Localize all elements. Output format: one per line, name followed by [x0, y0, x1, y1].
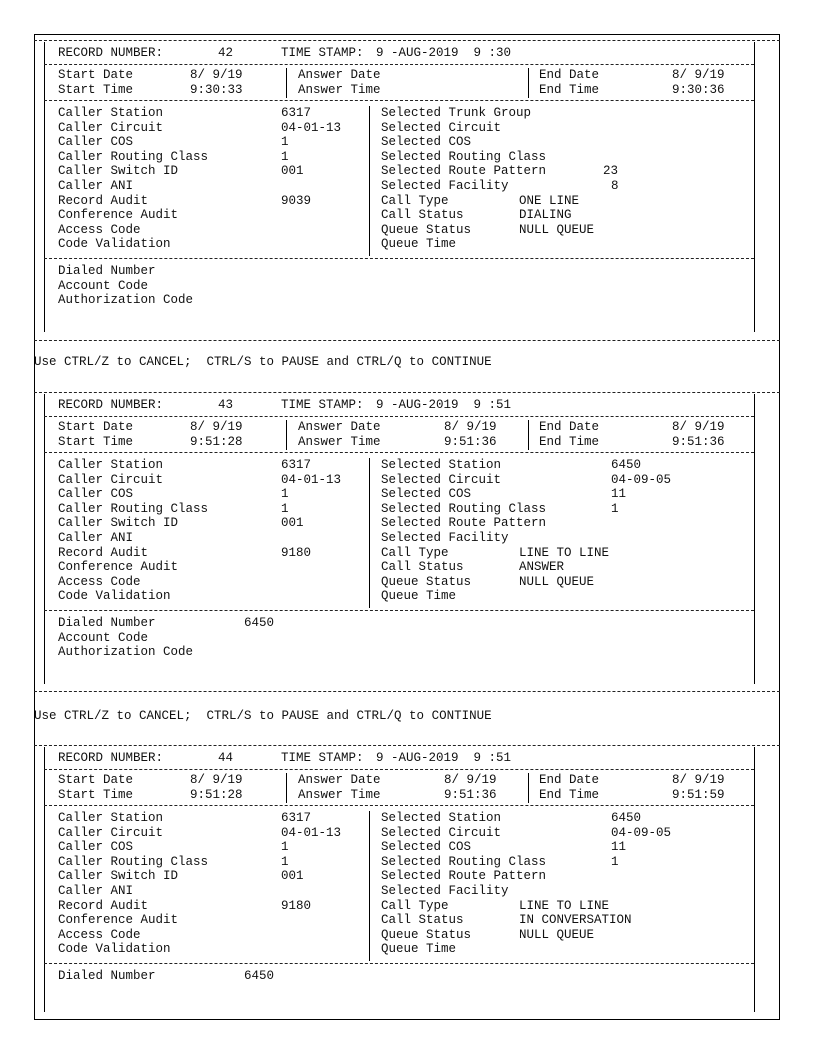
selected-circuit-label: Selected Circuit: [381, 472, 502, 487]
queue-time-label: Queue Time: [381, 589, 457, 604]
caller-station-value: 6317: [281, 106, 312, 120]
call-type-label: Call Type: [381, 898, 449, 913]
answer-time-label: Answer Time: [298, 787, 381, 802]
selected-route-pattern-label: Selected Route Pattern: [381, 164, 547, 179]
time-stamp-value: 9 -AUG-2019 9 :30: [376, 46, 512, 60]
dates-divider-2: [528, 773, 529, 803]
selected-first-label: Selected Station: [381, 458, 502, 472]
caller-routing-class-value: 1: [281, 501, 289, 516]
record-number-value: 42: [218, 46, 234, 60]
conference-audit-label: Conference Audit: [58, 208, 179, 223]
caller-routing-class-label: Caller Routing Class: [58, 149, 209, 164]
authorization-code-label: Authorization Code: [58, 645, 194, 660]
answer-time-value: 9:51:36: [444, 434, 497, 449]
account-code-label: Account Code: [58, 278, 149, 293]
caller-routing-class-value: 1: [281, 149, 289, 164]
end-time-value: 9:30:36: [672, 82, 725, 97]
dialed-number-label: Dialed Number: [58, 616, 156, 630]
caller-switch-id-value: 001: [281, 869, 304, 884]
start-date-value: 8/ 9/19: [190, 68, 243, 82]
end-time-label: End Time: [539, 787, 600, 802]
record-right-bar: [754, 42, 755, 332]
start-date-label: Start Date: [58, 68, 134, 82]
selected-first-label: Selected Trunk Group: [381, 106, 532, 120]
selected-route-pattern-label: Selected Route Pattern: [381, 869, 547, 884]
caller-circuit-label: Caller Circuit: [58, 825, 164, 840]
block-end-rule: [34, 340, 780, 341]
dialed-number-value: 6450: [244, 969, 275, 983]
selected-circuit-value: 04-09-05: [611, 825, 672, 840]
end-time-value: 9:51:59: [672, 787, 725, 802]
call-status-label: Call Status: [381, 560, 464, 575]
caller-cos-value: 1: [281, 840, 289, 855]
start-time-value: 9:51:28: [190, 434, 243, 449]
answer-date-label: Answer Date: [298, 420, 381, 434]
end-date-label: End Date: [539, 773, 600, 787]
dashed-rule: [44, 416, 754, 417]
call-status-value: ANSWER: [519, 560, 565, 575]
dashed-rule: [44, 805, 754, 806]
call-type-label: Call Type: [381, 545, 449, 560]
queue-time-label: Queue Time: [381, 942, 457, 957]
dashed-rule: [44, 963, 754, 964]
dashed-rule: [44, 258, 754, 259]
time-stamp-value: 9 -AUG-2019 9 :51: [376, 398, 512, 412]
record-audit-label: Record Audit: [58, 193, 149, 208]
record-audit-value: 9180: [281, 545, 312, 560]
selected-first-value: 6450: [611, 811, 642, 825]
authorization-code-label: Authorization Code: [58, 293, 194, 308]
end-time-value: 9:51:36: [672, 434, 725, 449]
record-left-bar: [44, 394, 45, 684]
end-time-label: End Time: [539, 434, 600, 449]
caller-routing-class-label: Caller Routing Class: [58, 501, 209, 516]
selected-circuit-label: Selected Circuit: [381, 120, 502, 135]
dialed-number-label: Dialed Number: [58, 969, 156, 983]
record-right-bar: [754, 747, 755, 1012]
call-type-value: LINE TO LINE: [519, 898, 610, 913]
queue-status-label: Queue Status: [381, 927, 472, 942]
selected-cos-label: Selected COS: [381, 135, 472, 150]
continue-prompt: Use CTRL/Z to CANCEL; CTRL/S to PAUSE and CTRL/Q to CONTINUE: [34, 709, 492, 723]
queue-status-label: Queue Status: [381, 574, 472, 589]
record-left-bar: [44, 42, 45, 332]
account-code-label: Account Code: [58, 630, 149, 645]
dashed-rule: [44, 769, 754, 770]
start-time-label: Start Time: [58, 82, 134, 97]
caller-station-value: 6317: [281, 811, 312, 825]
selected-first-value: 6450: [611, 458, 642, 472]
dialed-number-label: Dialed Number: [58, 264, 156, 278]
record-number-label: RECORD NUMBER:: [58, 46, 164, 60]
block-start-rule: [34, 392, 780, 393]
selected-cos-label: Selected COS: [381, 840, 472, 855]
answer-date-label: Answer Date: [298, 68, 381, 82]
start-time-label: Start Time: [58, 787, 134, 802]
caller-circuit-value: 04-01-13: [281, 120, 342, 135]
call-status-value: IN CONVERSATION: [519, 913, 632, 928]
record-audit-value: 9180: [281, 898, 312, 913]
time-stamp-value: 9 -AUG-2019 9 :51: [376, 751, 512, 765]
caller-ani-label: Caller ANI: [58, 179, 134, 193]
selected-routing-class-value: 1: [611, 501, 619, 516]
record-right-bar: [754, 394, 755, 684]
caller-switch-id-label: Caller Switch ID: [58, 516, 179, 531]
end-date-label: End Date: [539, 420, 600, 434]
caller-routing-class-value: 1: [281, 854, 289, 869]
conference-audit-label: Conference Audit: [58, 913, 179, 928]
dates-divider-1: [286, 420, 287, 450]
record-number-value: 44: [218, 751, 234, 765]
call-type-label: Call Type: [381, 193, 449, 208]
dashed-rule: [44, 100, 754, 101]
selected-facility-value: 8: [611, 179, 619, 193]
caller-cos-label: Caller COS: [58, 135, 134, 150]
start-date-value: 8/ 9/19: [190, 773, 243, 787]
selected-cos-label: Selected COS: [381, 487, 472, 502]
time-stamp-label: TIME STAMP:: [281, 46, 364, 60]
record-number-value: 43: [218, 398, 234, 412]
record-audit-value: 9039: [281, 193, 312, 208]
selected-route-pattern-value: 23: [603, 164, 619, 179]
selected-facility-label: Selected Facility: [381, 531, 509, 545]
end-date-label: End Date: [539, 68, 600, 82]
caller-circuit-label: Caller Circuit: [58, 120, 164, 135]
selected-routing-class-label: Selected Routing Class: [381, 854, 547, 869]
caller-ani-label: Caller ANI: [58, 884, 134, 898]
time-stamp-label: TIME STAMP:: [281, 398, 364, 412]
caller-switch-id-value: 001: [281, 516, 304, 531]
dialed-number-value: 6450: [244, 616, 275, 630]
caller-switch-id-value: 001: [281, 164, 304, 179]
caller-switch-id-label: Caller Switch ID: [58, 869, 179, 884]
answer-time-value: 9:51:36: [444, 787, 497, 802]
record-number-label: RECORD NUMBER:: [58, 398, 164, 412]
block-end-rule: [34, 691, 780, 692]
caller-station-label: Caller Station: [58, 458, 164, 472]
answer-time-label: Answer Time: [298, 82, 381, 97]
caller-cos-label: Caller COS: [58, 487, 134, 502]
queue-status-value: NULL QUEUE: [519, 927, 595, 942]
dates-divider-1: [286, 773, 287, 803]
selected-circuit-value: 04-09-05: [611, 472, 672, 487]
main-divider: [369, 458, 370, 608]
start-time-value: 9:51:28: [190, 787, 243, 802]
time-stamp-label: TIME STAMP:: [281, 751, 364, 765]
queue-status-label: Queue Status: [381, 222, 472, 237]
start-date-label: Start Date: [58, 773, 134, 787]
call-status-label: Call Status: [381, 208, 464, 223]
dashed-rule: [44, 610, 754, 611]
main-divider: [369, 106, 370, 256]
selected-cos-value: 11: [611, 487, 627, 502]
answer-date-value: 8/ 9/19: [444, 420, 497, 434]
record-audit-label: Record Audit: [58, 898, 149, 913]
start-time-label: Start Time: [58, 434, 134, 449]
caller-circuit-value: 04-01-13: [281, 825, 342, 840]
start-date-label: Start Date: [58, 420, 134, 434]
dashed-rule: [44, 64, 754, 65]
code-validation-label: Code Validation: [58, 589, 171, 604]
selected-route-pattern-label: Selected Route Pattern: [381, 516, 547, 531]
start-date-value: 8/ 9/19: [190, 420, 243, 434]
record-left-bar: [44, 747, 45, 1012]
caller-routing-class-label: Caller Routing Class: [58, 854, 209, 869]
access-code-label: Access Code: [58, 574, 141, 589]
record-number-label: RECORD NUMBER:: [58, 751, 164, 765]
dashed-rule: [44, 452, 754, 453]
dates-divider-2: [528, 420, 529, 450]
end-date-value: 8/ 9/19: [672, 68, 725, 82]
start-time-value: 9:30:33: [190, 82, 243, 97]
call-status-value: DIALING: [519, 208, 572, 223]
selected-first-label: Selected Station: [381, 811, 502, 825]
call-type-value: LINE TO LINE: [519, 545, 610, 560]
caller-cos-label: Caller COS: [58, 840, 134, 855]
selected-facility-label: Selected Facility: [381, 179, 509, 193]
selected-circuit-label: Selected Circuit: [381, 825, 502, 840]
answer-date-value: 8/ 9/19: [444, 773, 497, 787]
end-date-value: 8/ 9/19: [672, 773, 725, 787]
end-time-label: End Time: [539, 82, 600, 97]
caller-station-value: 6317: [281, 458, 312, 472]
block-start-rule: [34, 745, 780, 746]
caller-switch-id-label: Caller Switch ID: [58, 164, 179, 179]
queue-status-value: NULL QUEUE: [519, 574, 595, 589]
answer-time-label: Answer Time: [298, 434, 381, 449]
selected-cos-value: 11: [611, 840, 627, 855]
selected-routing-class-value: 1: [611, 854, 619, 869]
access-code-label: Access Code: [58, 222, 141, 237]
selected-facility-label: Selected Facility: [381, 884, 509, 898]
conference-audit-label: Conference Audit: [58, 560, 179, 575]
caller-cos-value: 1: [281, 487, 289, 502]
call-status-label: Call Status: [381, 913, 464, 928]
caller-station-label: Caller Station: [58, 106, 164, 120]
dates-divider-2: [528, 68, 529, 98]
code-validation-label: Code Validation: [58, 237, 171, 252]
caller-ani-label: Caller ANI: [58, 531, 134, 545]
caller-circuit-value: 04-01-13: [281, 472, 342, 487]
end-date-value: 8/ 9/19: [672, 420, 725, 434]
top-rule: [34, 40, 780, 41]
answer-date-label: Answer Date: [298, 773, 381, 787]
continue-prompt: Use CTRL/Z to CANCEL; CTRL/S to PAUSE and CTRL/Q to CONTINUE: [34, 355, 492, 369]
caller-circuit-label: Caller Circuit: [58, 472, 164, 487]
selected-routing-class-label: Selected Routing Class: [381, 149, 547, 164]
queue-time-label: Queue Time: [381, 237, 457, 252]
caller-cos-value: 1: [281, 135, 289, 150]
record-audit-label: Record Audit: [58, 545, 149, 560]
access-code-label: Access Code: [58, 927, 141, 942]
queue-status-value: NULL QUEUE: [519, 222, 595, 237]
call-type-value: ONE LINE: [519, 193, 580, 208]
main-divider: [369, 811, 370, 961]
code-validation-label: Code Validation: [58, 942, 171, 957]
caller-station-label: Caller Station: [58, 811, 164, 825]
dates-divider-1: [286, 68, 287, 98]
selected-routing-class-label: Selected Routing Class: [381, 501, 547, 516]
